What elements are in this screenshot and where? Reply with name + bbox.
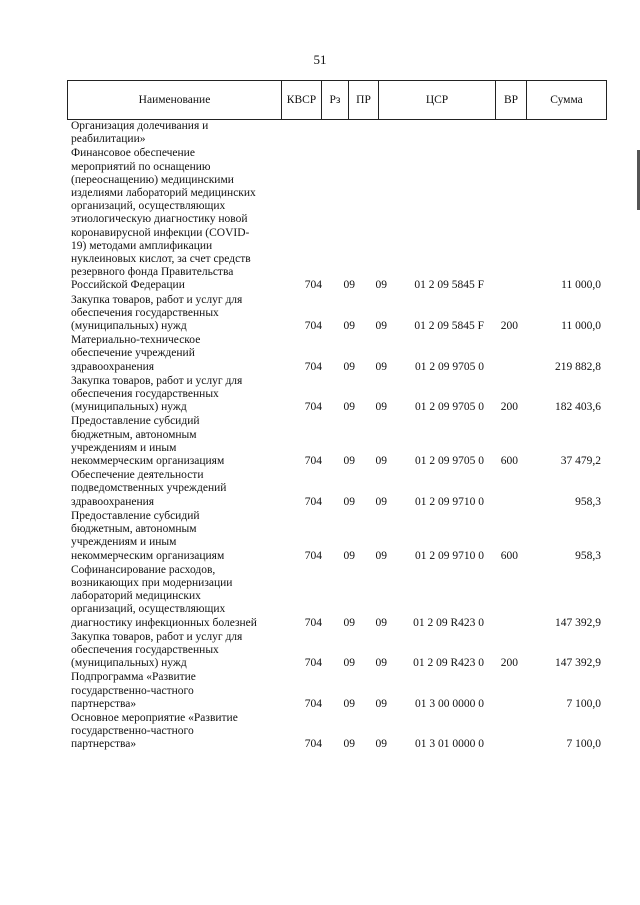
- cell-sum: 147 392,9: [555, 657, 601, 670]
- row-name-line: резервного фонда Правительства: [71, 266, 234, 279]
- row-name-line: обеспечения государственных: [71, 388, 219, 401]
- row-name-line: Основное мероприятие «Развитие: [71, 711, 238, 724]
- row-name-line: бюджетным, автономным: [71, 523, 197, 536]
- row-name: [71, 294, 271, 334]
- row-name: [71, 120, 271, 146]
- row-name-line: реабилитации»: [71, 133, 146, 146]
- row-name-line: Подпрограмма «Развитие: [71, 671, 196, 684]
- cell-rz: 09: [343, 697, 355, 710]
- header-rz: Рз: [321, 81, 348, 119]
- cell-csr: 01 3 01 0000 0: [415, 738, 484, 751]
- cell-pr: 09: [375, 279, 387, 292]
- cell-vr: 200: [500, 657, 518, 670]
- table-row: [71, 375, 601, 415]
- table-row: [71, 712, 601, 752]
- cell-kvsr: 704: [304, 549, 322, 562]
- cell-kvsr: 704: [304, 495, 322, 508]
- cell-csr: 01 2 09 9705 0: [415, 401, 484, 414]
- cell-csr: 01 2 09 9705 0: [415, 360, 484, 373]
- cell-csr: 01 2 09 9710 0: [415, 495, 484, 508]
- cell-sum: 11 000,0: [561, 279, 601, 292]
- row-name-line: организаций, осуществляющих: [71, 200, 226, 213]
- row-name: [71, 631, 271, 671]
- row-name-line: Закупка товаров, работ и услуг для: [71, 374, 243, 387]
- cell-pr: 09: [375, 738, 387, 751]
- row-name: [71, 712, 271, 752]
- row-name: [71, 334, 271, 374]
- table-row: [71, 671, 601, 711]
- cell-vr: 600: [500, 455, 518, 468]
- row-name-line: бюджетным, автономным: [71, 428, 197, 441]
- row-name-line: нуклеиновых кислот, за счет средств: [71, 253, 251, 266]
- cell-rz: 09: [343, 495, 355, 508]
- row-name-line: учреждениям и иным: [71, 441, 177, 454]
- row-name-line: подведомственных учреждений: [71, 482, 227, 495]
- row-name-line: Российской Федерации: [71, 279, 185, 292]
- row-name-line: диагностику инфекционных болезней: [71, 616, 257, 629]
- cell-pr: 09: [375, 360, 387, 373]
- cell-pr: 09: [375, 697, 387, 710]
- header-vr: ВР: [495, 81, 526, 119]
- cell-sum: 147 392,9: [555, 616, 601, 629]
- cell-csr: 01 2 09 R423 0: [413, 657, 484, 670]
- cell-csr: 01 2 09 5845 F: [414, 320, 484, 333]
- cell-kvsr: 704: [304, 616, 322, 629]
- row-name-line: обеспечения государственных: [71, 643, 219, 656]
- cell-csr: 01 2 09 5845 F: [414, 279, 484, 292]
- row-name: [71, 510, 271, 563]
- row-name-line: организаций, осуществляющих: [71, 603, 226, 616]
- cell-sum: 958,3: [575, 549, 601, 562]
- cell-kvsr: 704: [304, 657, 322, 670]
- table-row: [71, 294, 601, 334]
- row-name: [71, 469, 271, 509]
- cell-pr: 09: [375, 495, 387, 508]
- table-row: [71, 415, 601, 468]
- row-name-line: (муниципальных) нужд: [71, 657, 187, 670]
- cell-vr: 600: [500, 549, 518, 562]
- row-name-line: изделиями лабораторий медицинских: [71, 187, 256, 200]
- row-name: [71, 147, 271, 292]
- cell-sum: 37 479,2: [560, 455, 601, 468]
- table-row: [71, 147, 601, 292]
- cell-rz: 09: [343, 455, 355, 468]
- cell-rz: 09: [343, 279, 355, 292]
- header-sum: Сумма: [526, 81, 606, 119]
- row-name-line: Софинансирование расходов,: [71, 563, 216, 576]
- table-row: [71, 334, 601, 374]
- cell-sum: 7 100,0: [566, 697, 601, 710]
- cell-pr: 09: [375, 549, 387, 562]
- cell-csr: 01 2 09 9710 0: [415, 549, 484, 562]
- table-row: [71, 469, 601, 509]
- header-kvsr: КВСР: [281, 81, 321, 119]
- cell-kvsr: 704: [304, 697, 322, 710]
- row-name: [71, 564, 271, 630]
- cell-rz: 09: [343, 401, 355, 414]
- cell-rz: 09: [343, 320, 355, 333]
- row-name-line: Закупка товаров, работ и услуг для: [71, 630, 243, 643]
- header-csr: ЦСР: [378, 81, 495, 119]
- row-name-line: обеспечения государственных: [71, 306, 219, 319]
- table-body: [71, 120, 601, 753]
- table-row: [71, 564, 601, 630]
- row-name: [71, 415, 271, 468]
- cell-kvsr: 704: [304, 320, 322, 333]
- cell-pr: 09: [375, 401, 387, 414]
- row-name-line: (переоснащению) медицинскими: [71, 173, 234, 186]
- cell-sum: 219 882,8: [555, 360, 601, 373]
- row-name-line: лабораторий медицинских: [71, 590, 201, 603]
- table-row: [71, 510, 601, 563]
- cell-pr: 09: [375, 616, 387, 629]
- row-name-line: этиологическую диагностику новой: [71, 213, 248, 226]
- cell-kvsr: 704: [304, 401, 322, 414]
- row-name: [71, 671, 271, 711]
- cell-kvsr: 704: [304, 360, 322, 373]
- cell-sum: 958,3: [575, 495, 601, 508]
- row-name-line: Финансовое обеспечение: [71, 147, 195, 160]
- row-name-line: партнерства»: [71, 697, 137, 710]
- row-name-line: здравоохранения: [71, 360, 155, 373]
- row-name-line: Предоставление субсидий: [71, 509, 200, 522]
- cell-pr: 09: [375, 657, 387, 670]
- cell-sum: 7 100,0: [566, 738, 601, 751]
- row-name-line: некоммерческим организациям: [71, 549, 225, 562]
- row-name-line: Закупка товаров, работ и услуг для: [71, 293, 243, 306]
- cell-vr: 200: [500, 320, 518, 333]
- row-name-line: учреждениям и иным: [71, 536, 177, 549]
- row-name-line: Материально-техническое: [71, 334, 201, 347]
- row-name-line: государственно-частного: [71, 725, 194, 738]
- row-name-line: здравоохранения: [71, 495, 155, 508]
- row-name-line: обеспечение учреждений: [71, 347, 195, 360]
- cell-rz: 09: [343, 738, 355, 751]
- cell-kvsr: 704: [304, 279, 322, 292]
- row-name-line: 19) методами амплификации: [71, 239, 213, 252]
- cell-csr: 01 3 00 0000 0: [415, 697, 484, 710]
- cell-vr: 200: [500, 401, 518, 414]
- row-name-line: возникающих при модернизации: [71, 576, 233, 589]
- cell-rz: 09: [343, 657, 355, 670]
- cell-pr: 09: [375, 320, 387, 333]
- row-name-line: Обеспечение деятельности: [71, 469, 204, 482]
- cell-sum: 182 403,6: [555, 401, 601, 414]
- row-name-line: партнерства»: [71, 738, 137, 751]
- row-name-line: мероприятий по оснащению: [71, 160, 211, 173]
- header-pr: ПР: [348, 81, 378, 119]
- cell-sum: 11 000,0: [561, 320, 601, 333]
- row-name-line: коронавирусной инфекции (COVID-: [71, 226, 250, 239]
- row-name-line: Организация долечивания и: [71, 120, 209, 132]
- row-name-line: (муниципальных) нужд: [71, 401, 187, 414]
- cell-rz: 09: [343, 616, 355, 629]
- row-name-line: (муниципальных) нужд: [71, 320, 187, 333]
- cell-pr: 09: [375, 455, 387, 468]
- row-name-line: некоммерческим организациям: [71, 455, 225, 468]
- cell-csr: 01 2 09 9705 0: [415, 455, 484, 468]
- table-header: [67, 80, 607, 120]
- page-number: 51: [313, 52, 327, 67]
- cell-kvsr: 704: [304, 738, 322, 751]
- table-row: [71, 631, 601, 671]
- table-row: [71, 120, 601, 146]
- header-name: Наименование: [138, 94, 211, 106]
- row-name: [71, 375, 271, 415]
- cell-kvsr: 704: [304, 455, 322, 468]
- cell-rz: 09: [343, 360, 355, 373]
- row-name-line: государственно-частного: [71, 684, 194, 697]
- cell-csr: 01 2 09 R423 0: [413, 616, 484, 629]
- row-name-line: Предоставление субсидий: [71, 415, 200, 428]
- cell-rz: 09: [343, 549, 355, 562]
